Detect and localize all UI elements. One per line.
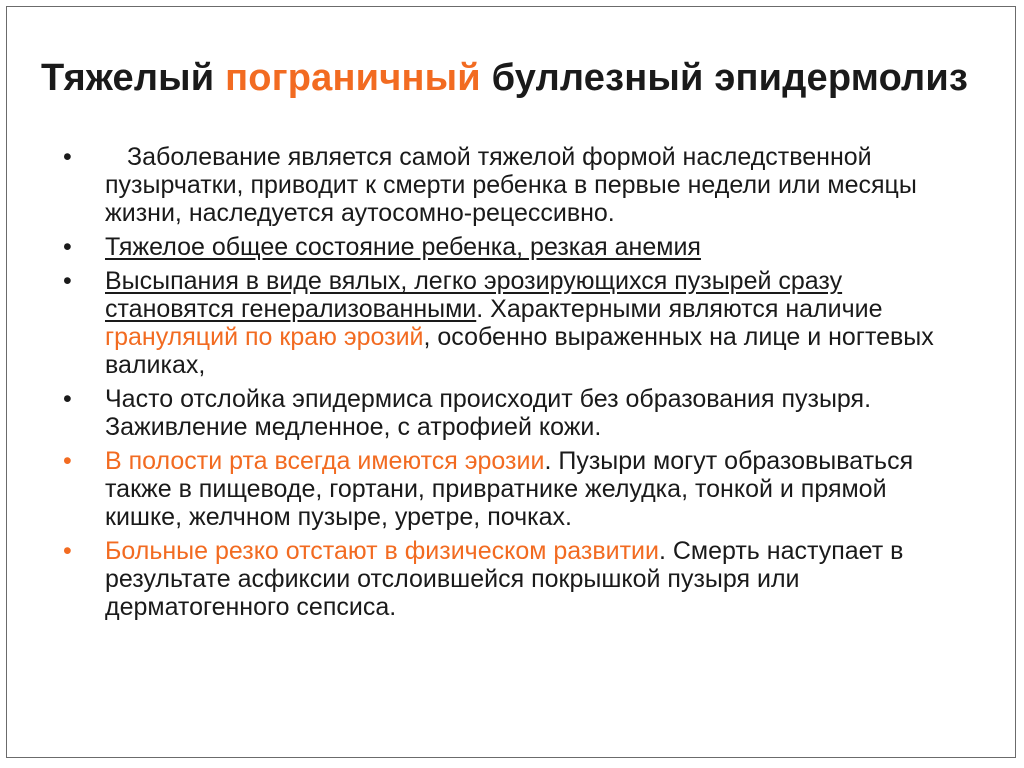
bullet-marker: • bbox=[63, 267, 72, 295]
bullet-text-highlight: грануляций по краю эрозий bbox=[105, 323, 424, 351]
title-part-1: Тяжелый bbox=[41, 57, 215, 99]
bullet-list bbox=[61, 143, 961, 627]
bullet-item-6 bbox=[61, 537, 961, 621]
bullet-text: . Характерными являются наличие bbox=[476, 295, 883, 323]
bullet-item-5 bbox=[61, 447, 961, 531]
bullet-text-highlight: В полости рта всегда имеются эрозии bbox=[105, 447, 545, 475]
slide-title bbox=[41, 57, 968, 100]
bullet-text-highlight: Часто отслойка эпидермиса происходит без образования пузыря. Заживление медленное, с атрофией кожи. bbox=[105, 385, 872, 441]
bullet-item-4 bbox=[61, 385, 961, 441]
slide bbox=[6, 6, 1016, 758]
title-part-2: буллезный эпидермолиз bbox=[491, 57, 969, 99]
bullet-text: Заболевание является самой тяжелой формой наследственной пузырчатки, приводит к смерти ребенка в первые недели или месяцы жизни, наследуется аутосомно-рецессивно. bbox=[105, 143, 917, 227]
bullet-text: , особенно выраженных на лице и ногтевых валиках, bbox=[105, 323, 934, 379]
bullet-marker: • bbox=[63, 233, 72, 261]
bullet-marker: • bbox=[63, 537, 72, 565]
bullet-text: . Смерть наступает в результате асфиксии отслоившейся покрышкой пузыря или дерматогенного сепсиса. bbox=[105, 537, 904, 621]
bullet-text-underlined: Высыпания в виде вялых, легко эрозирующихся пузырей сразу становятся генерализованными bbox=[105, 267, 843, 323]
bullet-item-1 bbox=[61, 143, 961, 227]
bullet-marker: • bbox=[63, 143, 72, 171]
bullet-text: . Пузыри могут образовываться также в пищеводе, гортани, привратнике желудка, тонкой и прямой кишке, желчном пузыре, уретре, почках. bbox=[105, 447, 914, 531]
bullet-item-2 bbox=[61, 233, 961, 261]
bullet-marker: • bbox=[63, 447, 72, 475]
bullet-marker: • bbox=[63, 385, 72, 413]
bullet-text-highlight: Больные резко отстают в физическом развитии bbox=[105, 537, 659, 565]
bullet-item-3 bbox=[61, 267, 961, 379]
title-accent: пограничный bbox=[225, 57, 481, 99]
bullet-text-underlined: Тяжелое общее состояние ребенка, резкая анемия bbox=[105, 233, 701, 261]
